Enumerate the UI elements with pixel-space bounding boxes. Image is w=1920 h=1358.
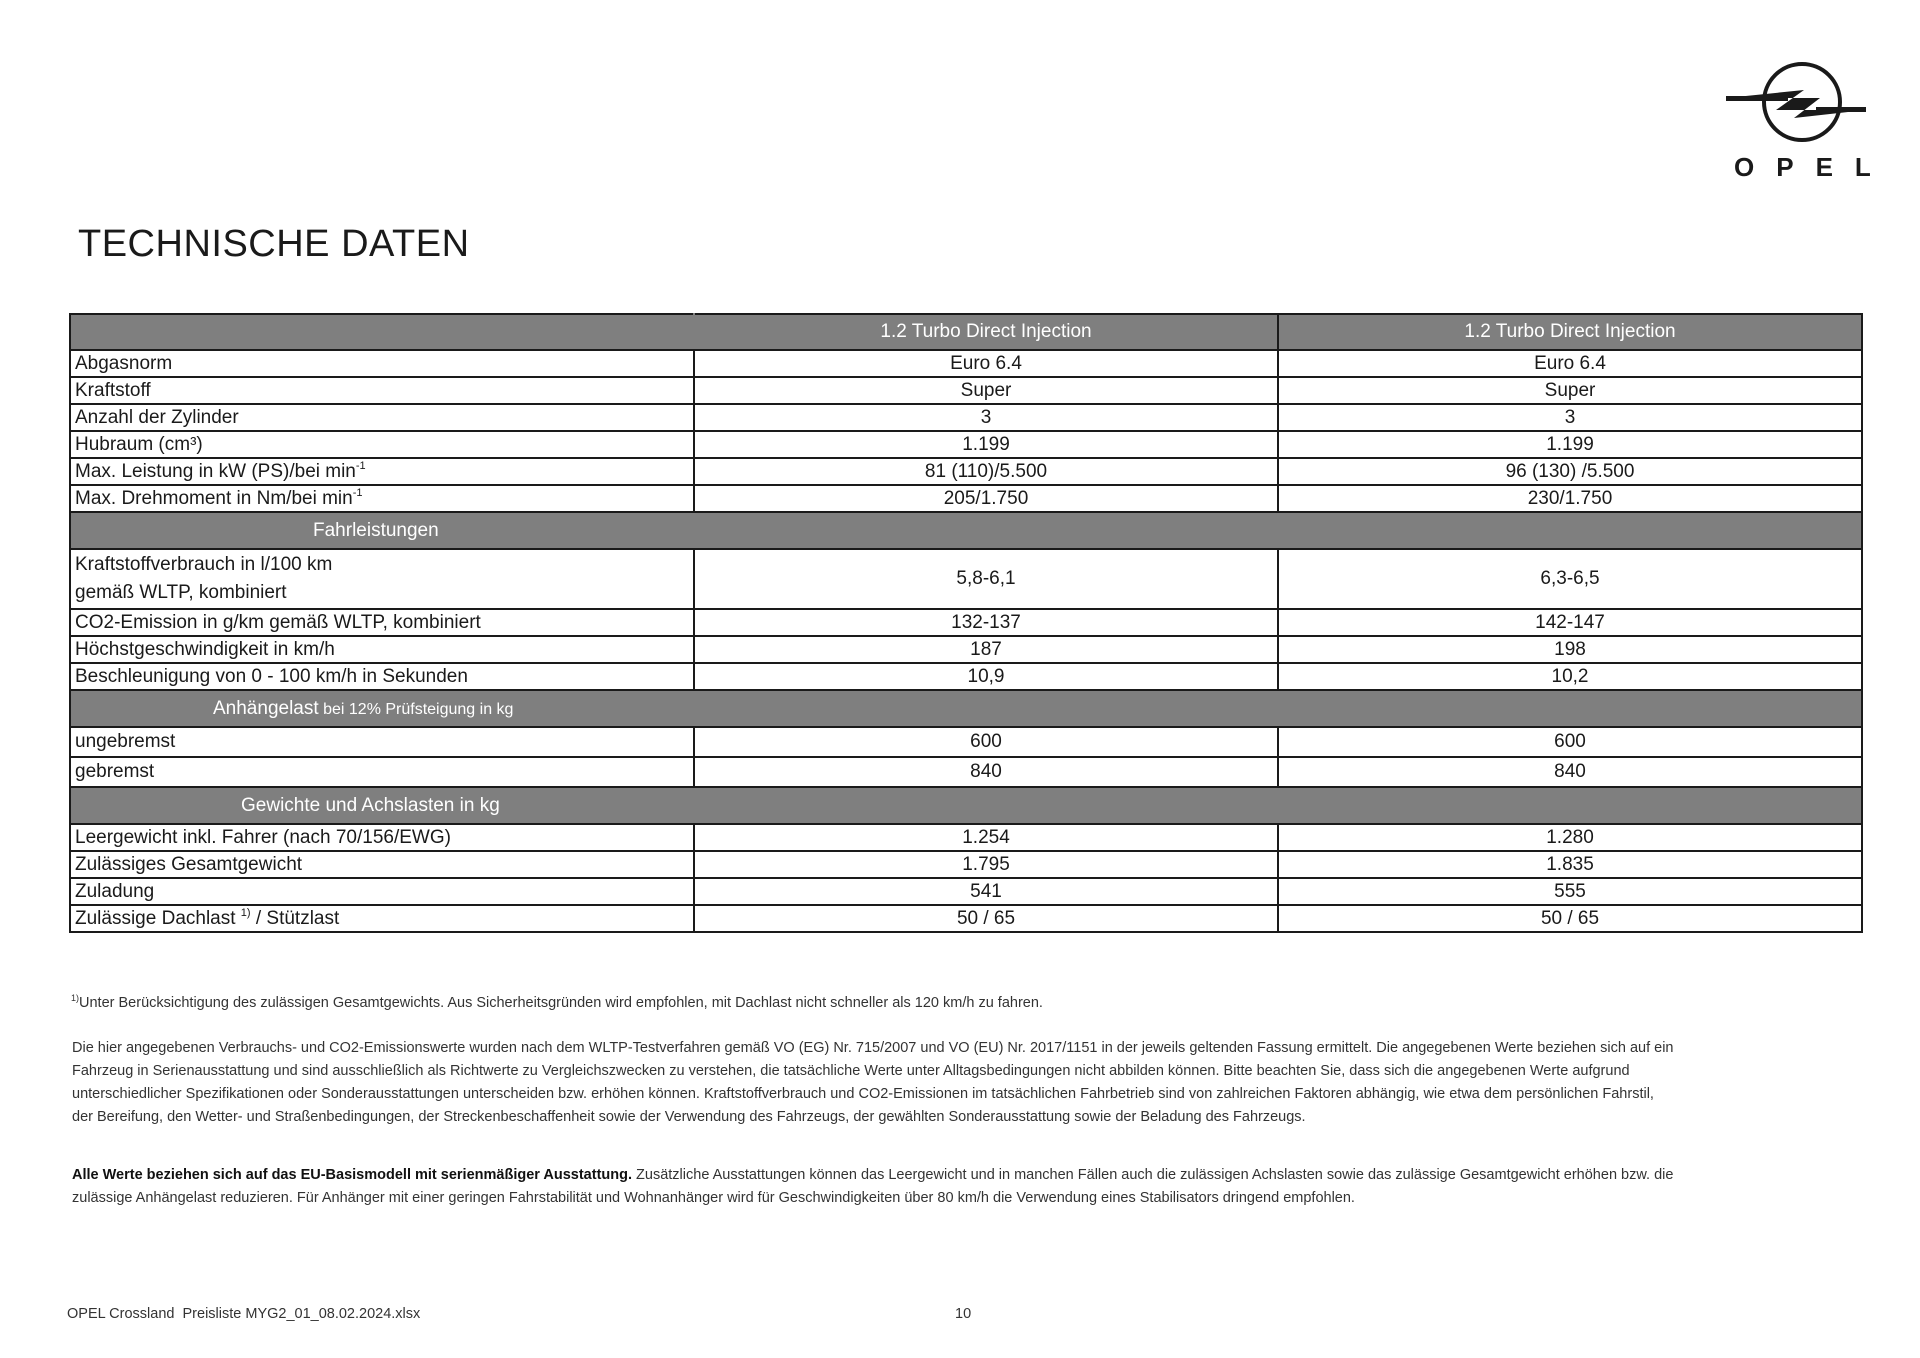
row-value-1: 50 / 65 [694,905,1278,932]
row-value-2: 555 [1278,878,1862,905]
row-label: ungebremst [70,727,694,757]
row-value-2: 600 [1278,727,1862,757]
row-label: Zuladung [70,878,694,905]
row-label: Abgasnorm [70,350,694,377]
table-row [70,458,1862,485]
section-row-gewichte [70,787,1862,824]
row-label-line-1: Kraftstoffverbrauch in l/100 km [75,554,333,575]
row-label-text: Zulässige Dachlast [75,907,241,929]
row-label: CO2-Emission in g/km gemäß WLTP, kombiniert [70,609,694,636]
footer-page-number: 10 [955,1306,972,1322]
row-value-2: 96 (130) /5.500 [1278,458,1862,485]
row-label [70,549,694,609]
table-row [70,757,1862,787]
footnote-marker: 1) [240,906,251,919]
header-blank-cell [70,314,694,350]
row-label: Leergewicht inkl. Fahrer (nach 70/156/EWG) [70,824,694,851]
brand-name: OPEL [1734,152,1893,182]
row-value-1: 205/1.750 [694,485,1278,512]
basis-model-note [72,1164,1872,1210]
table-row [70,663,1862,690]
row-label-text: Max. Drehmoment in Nm/bei min [75,487,353,509]
table-row [70,878,1862,905]
table-row [70,350,1862,377]
row-value-1: 1.254 [694,824,1278,851]
section-row-anhaengelast [70,690,1862,727]
row-value-2: 3 [1278,404,1862,431]
row-label-line-2: gemäß WLTP, kombiniert [75,582,287,603]
table-row [70,905,1862,932]
table-row [70,824,1862,851]
table-row [70,851,1862,878]
section-heading-text: Gewichte und Achslasten in kg [241,794,500,816]
row-value-2: 142-147 [1278,609,1862,636]
row-value-1: 1.795 [694,851,1278,878]
section-heading-text: Fahrleistungen [313,519,439,541]
row-label-text: Max. Leistung in kW (PS)/bei min [75,460,356,482]
row-value-1: 187 [694,636,1278,663]
row-label: gebremst [70,757,694,787]
table-row [70,377,1862,404]
row-label [70,458,694,485]
row-value-2: 50 / 65 [1278,905,1862,932]
row-label: Höchstgeschwindigkeit in km/h [70,636,694,663]
row-value-1: 1.199 [694,431,1278,458]
disclaimer-line: unterschiedlicher Spezifikationen oder Sonderausstattungen unterscheiden bzw. erhöhen können. Kraftstoffverbrauch und CO2-Emissionen im tatsächlichen Fahrbetrieb sind von zahlreichen Faktoren abhängig, wie etwa dem persönlichen Fahrstil, [72,1086,1654,1102]
table-row [70,636,1862,663]
section-row-fahrleistungen [70,512,1862,549]
row-value-2: Euro 6.4 [1278,350,1862,377]
technical-data-table [69,313,1863,933]
disclaimer-line: Fahrzeug in Serienausstattung und sind ausschließlich als Richtwerte zu Vergleichszwecken zu verstehen, die tatsächliche Werte unter Alltagsbedingungen nicht abbilden können. Bitte beachten Sie, dass sich die angegebenen Werte aufgrund [72,1063,1630,1079]
row-value-2: 1.199 [1278,431,1862,458]
row-value-1: Super [694,377,1278,404]
row-label [70,905,694,932]
row-label: Anzahl der Zylinder [70,404,694,431]
row-value-1: 10,9 [694,663,1278,690]
footnote-marker: 1) [71,993,80,1003]
row-value-2: 198 [1278,636,1862,663]
row-label: Zulässiges Gesamtgewicht [70,851,694,878]
footnote-text: Unter Berücksichtigung des zulässigen Gesamtgewichts. Aus Sicherheitsgründen wird empfohlen, mit Dachlast nicht schneller als 120 km/h zu fahren. [79,995,1043,1011]
row-value-1: 5,8-6,1 [694,549,1278,609]
row-value-2: 840 [1278,757,1862,787]
header-engine-1: 1.2 Turbo Direct Injection [694,314,1278,350]
section-heading-text: Anhängelast [213,697,319,719]
section-heading [70,787,1862,824]
table-row [70,431,1862,458]
table-row [70,404,1862,431]
row-value-1: 81 (110)/5.500 [694,458,1278,485]
section-heading [70,690,1862,727]
row-value-2: Super [1278,377,1862,404]
footer-document-name: OPEL Crossland Preisliste MYG2_01_08.02.2024.xlsx [67,1306,421,1322]
row-label: Hubraum (cm³) [70,431,694,458]
row-value-2: 10,2 [1278,663,1862,690]
row-value-2: 1.280 [1278,824,1862,851]
row-value-1: 840 [694,757,1278,787]
table-header-row [70,314,1862,350]
row-value-1: 132-137 [694,609,1278,636]
table-row [70,727,1862,757]
row-value-2: 1.835 [1278,851,1862,878]
disclaimer-line: der Bereifung, den Wetter- und Straßenbedingungen, der Streckenbeschaffenheit sowie der Verwendung des Fahrzeugs, der gewählten Sonderausstattung sowie der Beladung des Fahrzeugs. [72,1109,1306,1125]
row-label: Beschleunigung von 0 - 100 km/h in Sekunden [70,663,694,690]
row-value-2: 6,3-6,5 [1278,549,1862,609]
row-value-1: 600 [694,727,1278,757]
page-title: TECHNISCHE DATEN [78,223,470,265]
table-row [70,609,1862,636]
table-row [70,485,1862,512]
section-heading-subtext: bei 12% Prüfsteigung in kg [318,700,514,718]
row-value-1: Euro 6.4 [694,350,1278,377]
section-heading [70,512,1862,549]
footnote [71,995,1043,1011]
row-value-1: 541 [694,878,1278,905]
header-engine-2: 1.2 Turbo Direct Injection [1278,314,1862,350]
opel-logo [1720,60,1893,182]
disclaimer-line: Die hier angegebenen Verbrauchs- und CO2-Emissionswerte wurden nach dem WLTP-Testverfahren gemäß VO (EG) Nr. 715/2007 und VO (EU) Nr. 2017/1151 in der jeweils geltenden Fassung ermittelt. Die angegebenen Werte beziehen sich auf ein [72,1040,1674,1056]
row-label-superscript: -1 [355,459,366,472]
row-label [70,485,694,512]
wltp-disclaimer [72,1037,1872,1129]
table-row [70,549,1862,609]
opel-blitz-icon [1720,60,1870,148]
basis-model-note-bold: Alle Werte beziehen sich auf das EU-Basismodell mit serienmäßiger Ausstattung. [72,1167,633,1183]
row-label: Kraftstoff [70,377,694,404]
row-value-2: 230/1.750 [1278,485,1862,512]
row-label-text-suffix: / Stützlast [250,907,340,929]
row-value-1: 3 [694,404,1278,431]
basis-model-note-text: Zusätzliche Ausstattungen können das Leergewicht und in manchen Fällen auch die zulässigen Achslasten sowie das zulässige Gesamtgewicht erhöhen bzw. die [632,1167,1674,1183]
row-label-superscript: -1 [352,486,363,499]
basis-model-note-line: zulässige Anhängelast reduzieren. Für Anhänger mit einer geringen Fahrstabilität und Wohnanhänger wird für Geschwindigkeiten über 80 km/h die Verwendung eines Stabilisators dringend empfohlen. [72,1190,1355,1206]
